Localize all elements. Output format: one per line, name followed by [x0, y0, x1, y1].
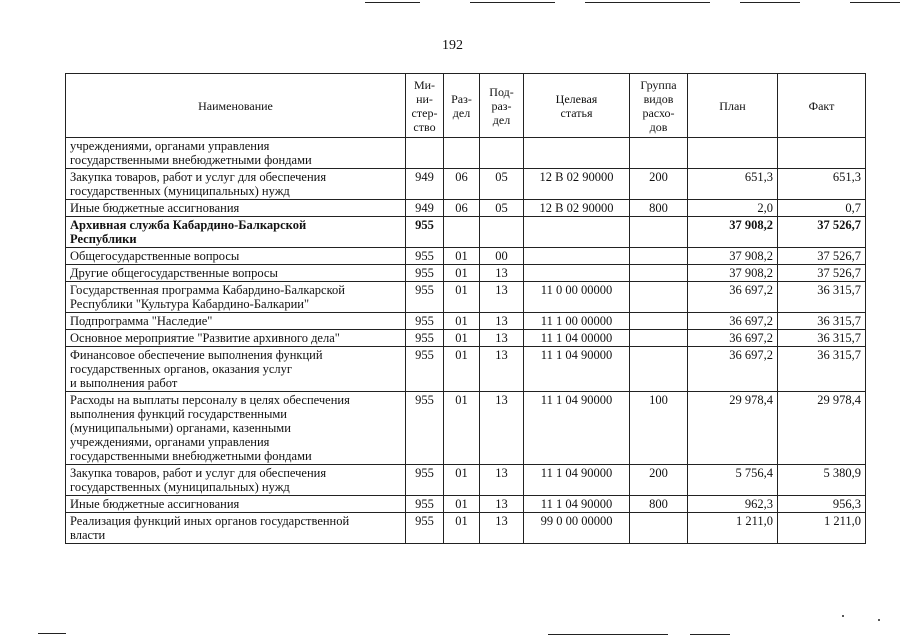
cell-fact: 37 526,7	[778, 217, 866, 248]
cell-section: 01	[444, 496, 480, 513]
table-row	[66, 169, 866, 200]
cell-subsection: 13	[480, 282, 524, 313]
scan-edge-line	[548, 634, 668, 635]
cell-ministry: 955	[406, 347, 444, 392]
cell-group	[630, 330, 688, 347]
cell-ministry: 949	[406, 200, 444, 217]
table-header-row	[66, 74, 866, 138]
cell-plan: 36 697,2	[688, 347, 778, 392]
cell-fact: 651,3	[778, 169, 866, 200]
cell-target: 99 0 00 00000	[524, 513, 630, 544]
table-row	[66, 265, 866, 282]
cell-section: 01	[444, 465, 480, 496]
cell-target: 12 В 02 90000	[524, 200, 630, 217]
scan-edge-line	[690, 634, 730, 635]
cell-section: 01	[444, 248, 480, 265]
cell-target	[524, 265, 630, 282]
cell-plan	[688, 138, 778, 169]
page-number: 192	[442, 38, 463, 53]
cell-group	[630, 513, 688, 544]
cell-group: 800	[630, 200, 688, 217]
cell-section: 01	[444, 347, 480, 392]
cell-target: 11 1 04 90000	[524, 496, 630, 513]
cell-ministry: 955	[406, 313, 444, 330]
cell-fact: 37 526,7	[778, 265, 866, 282]
cell-plan: 5 756,4	[688, 465, 778, 496]
header-section: Раз- дел	[444, 74, 480, 138]
table-row	[66, 330, 866, 347]
cell-group: 800	[630, 496, 688, 513]
cell-subsection	[480, 138, 524, 169]
cell-ministry: 955	[406, 513, 444, 544]
budget-table	[65, 73, 866, 544]
cell-group	[630, 347, 688, 392]
scan-edge-line	[850, 2, 900, 3]
table-row	[66, 513, 866, 544]
cell-fact: 36 315,7	[778, 313, 866, 330]
cell-ministry: 949	[406, 169, 444, 200]
header-name: Наименование	[66, 74, 406, 138]
cell-plan: 962,3	[688, 496, 778, 513]
cell-ministry: 955	[406, 496, 444, 513]
cell-ministry: 955	[406, 282, 444, 313]
cell-target: 11 1 04 90000	[524, 392, 630, 465]
cell-section: 01	[444, 282, 480, 313]
table-row	[66, 200, 866, 217]
header-fact: Факт	[778, 74, 866, 138]
cell-subsection: 13	[480, 465, 524, 496]
cell-fact: 36 315,7	[778, 347, 866, 392]
cell-subsection: 13	[480, 347, 524, 392]
cell-plan: 37 908,2	[688, 248, 778, 265]
cell-name: Закупка товаров, работ и услуг для обеспечения государственных (муниципальных) нужд	[66, 465, 406, 496]
cell-name: Расходы на выплаты персоналу в целях обеспечения выполнения функций государственными (муниципальными) органами, казенными учреждениями, органами управления государственными внебюджетными фондами	[66, 392, 406, 465]
cell-ministry: 955	[406, 330, 444, 347]
header-group: Группа видов расхо- дов	[630, 74, 688, 138]
cell-section	[444, 217, 480, 248]
header-plan: План	[688, 74, 778, 138]
scan-speck	[878, 619, 880, 621]
table-row	[66, 248, 866, 265]
cell-ministry: 955	[406, 465, 444, 496]
scan-edge-line	[740, 2, 800, 3]
cell-target: 11 1 04 90000	[524, 347, 630, 392]
scan-edge-line	[470, 2, 555, 3]
cell-name: Иные бюджетные ассигнования	[66, 200, 406, 217]
cell-group	[630, 265, 688, 282]
cell-name: Другие общегосударственные вопросы	[66, 265, 406, 282]
cell-ministry: 955	[406, 392, 444, 465]
cell-plan: 36 697,2	[688, 282, 778, 313]
table-row	[66, 392, 866, 465]
cell-section: 06	[444, 169, 480, 200]
header-target: Целевая статья	[524, 74, 630, 138]
cell-plan: 29 978,4	[688, 392, 778, 465]
cell-ministry: 955	[406, 248, 444, 265]
cell-subsection: 13	[480, 392, 524, 465]
cell-section: 06	[444, 200, 480, 217]
cell-fact: 5 380,9	[778, 465, 866, 496]
cell-plan: 36 697,2	[688, 330, 778, 347]
cell-subsection: 05	[480, 200, 524, 217]
cell-subsection: 13	[480, 313, 524, 330]
table-row	[66, 217, 866, 248]
table-row	[66, 347, 866, 392]
cell-target	[524, 248, 630, 265]
cell-fact: 956,3	[778, 496, 866, 513]
cell-name: Основное мероприятие "Развитие архивного дела"	[66, 330, 406, 347]
cell-ministry	[406, 138, 444, 169]
cell-fact: 1 211,0	[778, 513, 866, 544]
scan-edge-line	[585, 2, 710, 3]
cell-plan: 651,3	[688, 169, 778, 200]
cell-group	[630, 313, 688, 330]
cell-target: 11 0 00 00000	[524, 282, 630, 313]
cell-target: 12 В 02 90000	[524, 169, 630, 200]
cell-fact	[778, 138, 866, 169]
cell-section: 01	[444, 392, 480, 465]
cell-fact: 36 315,7	[778, 282, 866, 313]
cell-group: 200	[630, 465, 688, 496]
cell-subsection	[480, 217, 524, 248]
cell-name: Иные бюджетные ассигнования	[66, 496, 406, 513]
cell-target: 11 1 04 00000	[524, 330, 630, 347]
table-row	[66, 496, 866, 513]
cell-target	[524, 138, 630, 169]
cell-group: 200	[630, 169, 688, 200]
cell-plan: 1 211,0	[688, 513, 778, 544]
cell-ministry: 955	[406, 265, 444, 282]
cell-section: 01	[444, 513, 480, 544]
cell-name: учреждениями, органами управления государственными внебюджетными фондами	[66, 138, 406, 169]
cell-name: Общегосударственные вопросы	[66, 248, 406, 265]
table-row	[66, 138, 866, 169]
cell-name: Подпрограмма "Наследие"	[66, 313, 406, 330]
cell-name: Закупка товаров, работ и услуг для обеспечения государственных (муниципальных) нужд	[66, 169, 406, 200]
cell-group	[630, 217, 688, 248]
cell-ministry: 955	[406, 217, 444, 248]
cell-subsection: 13	[480, 496, 524, 513]
cell-plan: 37 908,2	[688, 217, 778, 248]
cell-name: Государственная программа Кабардино-Балкарской Республики "Культура Кабардино-Балкарии"	[66, 282, 406, 313]
cell-group	[630, 248, 688, 265]
header-subsection: Под- раз- дел	[480, 74, 524, 138]
cell-subsection: 13	[480, 330, 524, 347]
cell-section: 01	[444, 330, 480, 347]
cell-group: 100	[630, 392, 688, 465]
cell-fact: 0,7	[778, 200, 866, 217]
cell-section: 01	[444, 313, 480, 330]
cell-group	[630, 282, 688, 313]
cell-fact: 29 978,4	[778, 392, 866, 465]
cell-target	[524, 217, 630, 248]
cell-target: 11 1 00 00000	[524, 313, 630, 330]
cell-plan: 2,0	[688, 200, 778, 217]
cell-group	[630, 138, 688, 169]
scan-edge-line	[38, 633, 66, 634]
scan-speck	[842, 615, 844, 617]
table-row	[66, 465, 866, 496]
cell-plan: 37 908,2	[688, 265, 778, 282]
header-ministry: Ми- ни- стер- ство	[406, 74, 444, 138]
cell-fact: 37 526,7	[778, 248, 866, 265]
cell-subsection: 13	[480, 265, 524, 282]
table-row	[66, 313, 866, 330]
cell-subsection: 13	[480, 513, 524, 544]
cell-subsection: 05	[480, 169, 524, 200]
cell-subsection: 00	[480, 248, 524, 265]
cell-target: 11 1 04 90000	[524, 465, 630, 496]
cell-section: 01	[444, 265, 480, 282]
cell-name: Реализация функций иных органов государственной власти	[66, 513, 406, 544]
cell-section	[444, 138, 480, 169]
scan-edge-line	[365, 2, 420, 3]
cell-plan: 36 697,2	[688, 313, 778, 330]
cell-fact: 36 315,7	[778, 330, 866, 347]
cell-name: Архивная служба Кабардино-Балкарской Республики	[66, 217, 406, 248]
cell-name: Финансовое обеспечение выполнения функций государственных органов, оказания услуг и выполнения работ	[66, 347, 406, 392]
table-row	[66, 282, 866, 313]
